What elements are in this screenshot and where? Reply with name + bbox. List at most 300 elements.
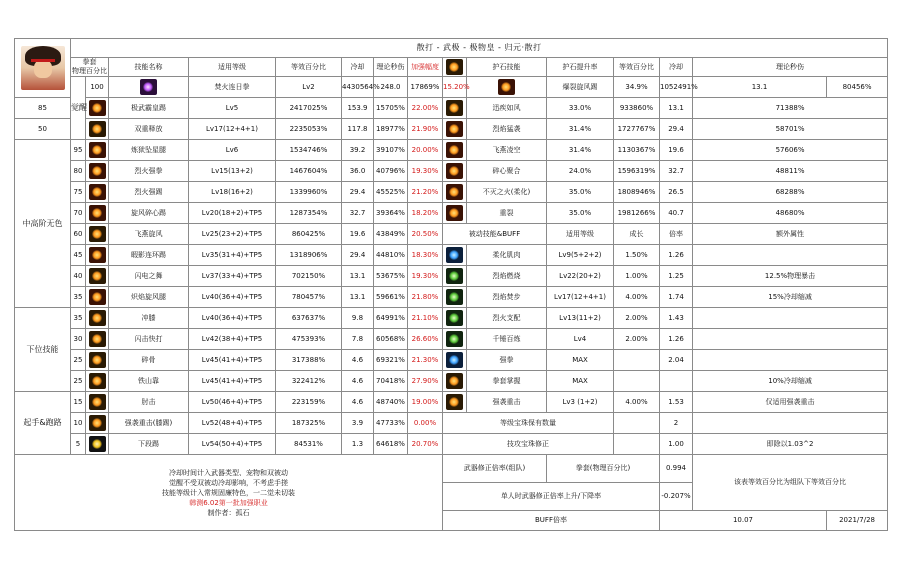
note-line: 韩测6.02第一批加强职业	[189, 498, 268, 507]
skill-ratio: 25	[71, 371, 86, 392]
stone-cd: 32.7	[660, 161, 693, 182]
skill-level: Lv50(46+4)+TP5	[189, 392, 276, 413]
skill-row	[15, 161, 888, 182]
passive-skill-icon-cell	[443, 350, 467, 371]
skill-theory-dps: 15705%	[374, 98, 408, 119]
stone-gain: 35.0%	[547, 203, 614, 224]
skill-name: 焚火连日拳	[189, 77, 276, 98]
skill-icon-cell	[86, 413, 109, 434]
skill-cd: 36.0	[342, 161, 374, 182]
skill-row	[15, 434, 888, 455]
skill-bonus: 19.30%	[408, 266, 443, 287]
skill-row	[15, 203, 888, 224]
header-bonus: 加强幅度	[408, 58, 443, 77]
passive-level: Lv3 (1+2)	[547, 392, 614, 413]
single-fix-value: -0.207%	[660, 483, 693, 511]
stone-skill-icon-cell	[443, 119, 467, 140]
skill-name: 极武霸皇踢	[109, 98, 189, 119]
skill-icon	[89, 436, 106, 452]
passive-header-rate: 倍率	[660, 224, 693, 245]
stone-skill-icon-cell	[443, 161, 467, 182]
skill-ratio: 50	[15, 119, 71, 140]
skill-equiv: 475393%	[276, 329, 342, 350]
passive-rate: 1.43	[660, 308, 693, 329]
skill-level: Lv45(41+4)+TP5	[189, 371, 276, 392]
skill-name: 下段踢	[109, 434, 189, 455]
skill-icon-cell	[86, 371, 109, 392]
skill-row	[15, 140, 888, 161]
skill-row	[15, 119, 888, 140]
skill-level: Lv40(36+4)+TP5	[189, 287, 276, 308]
skill-theory-dps: 64618%	[374, 434, 408, 455]
skill-theory-dps: 70418%	[374, 371, 408, 392]
stone-theory: 68288%	[693, 182, 888, 203]
skill-cd: 29.4	[342, 182, 374, 203]
skill-ratio: 10	[71, 413, 86, 434]
skill-level: Lv2	[276, 77, 342, 98]
stone-cd: 29.4	[660, 119, 693, 140]
skill-level: Lv35(31+4)+TP5	[189, 245, 276, 266]
skill-equiv: 2235053%	[276, 119, 342, 140]
skill-bonus: 27.90%	[408, 371, 443, 392]
header-theory-dps: 理论秒伤	[374, 58, 408, 77]
skill-ratio: 35	[71, 287, 86, 308]
skill-name: 闪电之舞	[109, 266, 189, 287]
skill-row	[15, 329, 888, 350]
skill-theory-dps: 53675%	[374, 266, 408, 287]
stone-skill-name: 飞燕凌空	[467, 140, 547, 161]
group-awakening: 觉醒	[71, 77, 86, 140]
passive-skill-icon-cell	[443, 392, 467, 413]
note-line: 冷却时间计入武器类型、宠物和双被动	[169, 468, 288, 477]
passive-skill-icon	[446, 310, 463, 326]
passive-skill-icon-cell	[443, 266, 467, 287]
stone-cd: 13.1	[660, 98, 693, 119]
skill-equiv: 702150%	[276, 266, 342, 287]
rune-icon	[446, 59, 463, 75]
skill-bonus: 21.80%	[408, 287, 443, 308]
stone-cd: 13.1	[693, 77, 827, 98]
skill-icon-cell	[86, 119, 109, 140]
skill-equiv: 860425%	[276, 224, 342, 245]
passive-header-level: 适用等级	[547, 224, 614, 245]
stone-skill-name: 重裂	[467, 203, 547, 224]
skill-row	[15, 224, 888, 245]
skill-level: Lv20(18+2)+TP5	[189, 203, 276, 224]
skill-level: Lv18(16+2)	[189, 182, 276, 203]
passive-rate: 2.04	[660, 350, 693, 371]
skill-level: Lv5	[189, 98, 276, 119]
header-stone-theory: 理论秒伤	[693, 58, 888, 77]
skill-name: 炽焰旋风腿	[109, 287, 189, 308]
passive-rate	[660, 371, 693, 392]
passive-name: 柔化肌肉	[467, 245, 547, 266]
stone-theory: 48680%	[693, 203, 888, 224]
stone-skill-icon	[446, 184, 463, 200]
stone-skill-icon	[446, 205, 463, 221]
stone-equiv: 1130367%	[614, 140, 660, 161]
stone-theory: 71388%	[693, 98, 888, 119]
passive-growth: 2.00%	[614, 329, 660, 350]
stone-skill-icon	[446, 163, 463, 179]
stone-gain: 31.4%	[547, 119, 614, 140]
group-starter: 起手&跑路	[15, 392, 71, 455]
skill-icon	[89, 289, 106, 305]
avatar-cell	[15, 39, 71, 98]
skill-icon	[89, 352, 106, 368]
stone-skill-icon-cell	[443, 182, 467, 203]
skill-icon-cell	[86, 350, 109, 371]
passive-extra	[693, 329, 888, 350]
skill-bonus: 21.90%	[408, 119, 443, 140]
skill-cd: 117.8	[342, 119, 374, 140]
stone-skill-name: 不灭之火(柔化)	[467, 182, 547, 203]
skill-bonus: 18.20%	[408, 203, 443, 224]
skill-name: 冲膝	[109, 308, 189, 329]
sheet-title: 散打 - 武极 - 极物皇 - 归元·散打	[71, 39, 888, 58]
skill-theory-dps: 69321%	[374, 350, 408, 371]
passive-name: 强袭重击	[467, 392, 547, 413]
skill-row	[15, 308, 888, 329]
skill-ratio: 30	[71, 329, 86, 350]
passive-level: Lv4	[547, 329, 614, 350]
tech-extra: 即除以1.03^2	[693, 434, 888, 455]
header-skill-name: 技能名称	[109, 58, 189, 77]
skill-bonus: 20.00%	[408, 140, 443, 161]
skill-icon	[89, 268, 106, 284]
passive-name: 拳套掌握	[467, 371, 547, 392]
skill-name: 烈火强拳	[109, 161, 189, 182]
skill-icon	[89, 121, 106, 137]
skill-icon	[140, 79, 157, 95]
header-equiv: 等效百分比	[276, 58, 342, 77]
skill-level: Lv17(12+4+1)	[189, 119, 276, 140]
skill-name: 烈火强踢	[109, 182, 189, 203]
skill-equiv: 1318906%	[276, 245, 342, 266]
skill-icon-cell	[86, 224, 109, 245]
header-stone-gain: 护石提升率	[547, 58, 614, 77]
sheet-date: 2021/7/28	[827, 511, 888, 531]
team-note: 该表等效百分比为组队下等效百分比	[693, 455, 888, 511]
skill-name: 强袭重击(膝踢)	[109, 413, 189, 434]
stone-equiv: 1727767%	[614, 119, 660, 140]
skill-icon-cell	[86, 392, 109, 413]
weapon-fix-value: 0.994	[660, 455, 693, 483]
skill-name: 闪击快打	[109, 329, 189, 350]
passive-growth	[614, 350, 660, 371]
skill-equiv: 187325%	[276, 413, 342, 434]
gem-count-label: 等级宝珠保有数量	[443, 413, 614, 434]
passive-skill-icon	[446, 289, 463, 305]
stone-gain: 31.4%	[547, 140, 614, 161]
skill-theory-dps: 47733%	[374, 413, 408, 434]
skill-equiv: 1534746%	[276, 140, 342, 161]
header-cd: 冷却	[342, 58, 374, 77]
skill-equiv: 1287354%	[276, 203, 342, 224]
stone-skill-icon-cell	[443, 140, 467, 161]
skill-bonus: 21.10%	[408, 308, 443, 329]
skill-equiv: 1467604%	[276, 161, 342, 182]
passive-name: 强拳	[467, 350, 547, 371]
passive-growth: 4.00%	[614, 392, 660, 413]
passive-skill-icon-cell	[443, 308, 467, 329]
header-level: 适用等级	[189, 58, 276, 77]
skill-icon	[89, 415, 106, 431]
stone-skill-icon-cell	[443, 98, 467, 119]
skill-bonus: 26.60%	[408, 329, 443, 350]
skill-ratio: 35	[71, 308, 86, 329]
skill-ratio: 85	[15, 98, 71, 119]
skill-theory-dps: 45525%	[374, 182, 408, 203]
skill-theory-dps: 59661%	[374, 287, 408, 308]
notes-cell	[15, 455, 443, 531]
passive-extra: 12.5%物理暴击	[693, 266, 888, 287]
skill-name: 铁山靠	[109, 371, 189, 392]
passive-skill-icon-cell	[443, 287, 467, 308]
stone-cd: 26.5	[660, 182, 693, 203]
passive-skill-icon-cell	[443, 245, 467, 266]
header-stone-icon	[443, 58, 467, 77]
group-low: 下位技能	[15, 308, 71, 392]
skill-icon-cell	[86, 182, 109, 203]
skill-row	[15, 98, 888, 119]
stone-gain: 33.0%	[547, 98, 614, 119]
skill-name: 飞燕旋风	[109, 224, 189, 245]
weapon-fix-label: 武器修正倍率(组队)	[443, 455, 547, 483]
skill-theory-dps: 48740%	[374, 392, 408, 413]
skill-icon-cell	[86, 98, 109, 119]
header-stone-equiv: 等效百分比	[614, 58, 660, 77]
passive-name: 烈火支配	[467, 308, 547, 329]
skill-name: 炼狱坠星腿	[109, 140, 189, 161]
passive-rate: 1.26	[660, 329, 693, 350]
stone-skill-icon	[498, 79, 515, 95]
passive-skill-icon	[446, 394, 463, 410]
skill-icon-cell	[86, 287, 109, 308]
skill-row	[15, 392, 888, 413]
gem-count-value: 2	[660, 413, 693, 434]
stone-skill-icon	[446, 142, 463, 158]
weapon-fix-ratio-label: 拳套(物理百分比)	[547, 455, 660, 483]
stone-gain: 35.0%	[547, 182, 614, 203]
skill-row	[15, 266, 888, 287]
stone-equiv: 1808946%	[614, 182, 660, 203]
skill-equiv: 2417025%	[276, 98, 342, 119]
skill-theory-dps: 18977%	[374, 119, 408, 140]
skill-cd: 4.6	[342, 371, 374, 392]
skill-cd: 13.1	[342, 266, 374, 287]
skill-icon-cell	[109, 77, 189, 98]
header-stone-cd: 冷却	[660, 58, 693, 77]
skill-ratio: 5	[71, 434, 86, 455]
skill-sheet	[14, 38, 887, 538]
skill-icon-cell	[86, 266, 109, 287]
skill-icon	[89, 394, 106, 410]
footer-row	[15, 455, 888, 483]
skill-bonus: 22.00%	[408, 98, 443, 119]
skill-cd: 9.8	[342, 308, 374, 329]
skill-ratio: 60	[71, 224, 86, 245]
passive-level: Lv9(5+2+2)	[547, 245, 614, 266]
stone-skill-icon	[446, 100, 463, 116]
gem-count-extra	[693, 413, 888, 434]
skill-bonus: 15.20%	[443, 77, 467, 98]
skill-level: Lv45(41+4)+TP5	[189, 350, 276, 371]
skill-bonus: 21.20%	[408, 182, 443, 203]
stone-theory: 57606%	[693, 140, 888, 161]
skill-icon-cell	[86, 161, 109, 182]
skill-table	[14, 38, 888, 531]
skill-theory-dps: 64991%	[374, 308, 408, 329]
tech-label: 技攻宝珠修正	[443, 434, 614, 455]
passive-growth: 2.00%	[614, 308, 660, 329]
stone-equiv: 933860%	[614, 98, 660, 119]
skill-cd: 7.8	[342, 329, 374, 350]
skill-name: 碎骨	[109, 350, 189, 371]
passive-extra	[693, 350, 888, 371]
skill-ratio: 80	[71, 161, 86, 182]
skill-cd: 32.7	[342, 203, 374, 224]
skill-icon	[89, 310, 106, 326]
skill-ratio: 100	[86, 77, 109, 98]
passive-rate: 1.74	[660, 287, 693, 308]
passive-rate: 1.25	[660, 266, 693, 287]
passive-name: 千锤百炼	[467, 329, 547, 350]
skill-bonus: 19.30%	[408, 161, 443, 182]
skill-icon-cell	[86, 308, 109, 329]
skill-bonus: 0.00%	[408, 413, 443, 434]
skill-icon	[89, 142, 106, 158]
passive-growth: 1.50%	[614, 245, 660, 266]
skill-equiv: 4430564%	[342, 77, 374, 98]
stone-theory: 58701%	[693, 119, 888, 140]
skill-icon-cell	[86, 245, 109, 266]
passive-name: 烈焰燃烧	[467, 266, 547, 287]
skill-name: 暇影连环踢	[109, 245, 189, 266]
skill-row	[15, 350, 888, 371]
note-line: 技能等级计入常规固廉特色，一二觉未切装	[162, 488, 295, 497]
skill-ratio: 40	[71, 266, 86, 287]
gem-count-blank	[614, 413, 660, 434]
skill-level: Lv52(48+4)+TP5	[189, 413, 276, 434]
passive-extra: 15%冷却缩减	[693, 287, 888, 308]
passive-level: MAX	[547, 371, 614, 392]
buff-value: 10.07	[660, 511, 827, 531]
passive-rate: 1.53	[660, 392, 693, 413]
skill-equiv: 317388%	[276, 350, 342, 371]
skill-bonus: 18.30%	[408, 245, 443, 266]
stone-theory: 48811%	[693, 161, 888, 182]
skill-icon-cell	[86, 203, 109, 224]
skill-level: Lv54(50+4)+TP5	[189, 434, 276, 455]
skill-theory-dps: 60568%	[374, 329, 408, 350]
stone-skill-icon-cell	[443, 203, 467, 224]
skill-cd: 4.6	[342, 350, 374, 371]
skill-ratio: 70	[71, 203, 86, 224]
skill-icon-cell	[86, 140, 109, 161]
skill-icon	[89, 205, 106, 221]
header-ratio: 拳套 物理百分比	[72, 58, 107, 75]
skill-cd: 3.9	[342, 413, 374, 434]
passive-level: Lv13(11+2)	[547, 308, 614, 329]
skill-icon	[89, 163, 106, 179]
skill-level: Lv42(38+4)+TP5	[189, 329, 276, 350]
passive-extra	[693, 308, 888, 329]
passive-header-name: 被动技能&BUFF	[443, 224, 547, 245]
character-avatar	[21, 46, 65, 90]
skill-equiv: 780457%	[276, 287, 342, 308]
skill-theory-dps: 39107%	[374, 140, 408, 161]
skill-level: Lv15(13+2)	[189, 161, 276, 182]
note-line: 觉醒不受双被动冷却影响，不考虑手搓	[169, 478, 288, 487]
stone-gain: 34.9%	[614, 77, 660, 98]
passive-header-extra: 额外属性	[693, 224, 888, 245]
passive-skill-icon	[446, 331, 463, 347]
skill-bonus: 21.30%	[408, 350, 443, 371]
skill-icon-cell	[86, 434, 109, 455]
skill-theory-dps: 39364%	[374, 203, 408, 224]
stone-skill-name: 爆裂旋风踢	[547, 77, 614, 98]
tech-blank	[614, 434, 660, 455]
passive-skill-icon	[446, 352, 463, 368]
skill-bonus: 20.50%	[408, 224, 443, 245]
stone-skill-name: 烈焰猛袭	[467, 119, 547, 140]
skill-cd: 19.6	[342, 224, 374, 245]
skill-row	[15, 182, 888, 203]
passive-growth	[614, 371, 660, 392]
skill-theory-dps: 43849%	[374, 224, 408, 245]
skill-icon	[89, 373, 106, 389]
note-line: 制作者：孤石	[207, 508, 250, 517]
passive-level: Lv17(12+4+1)	[547, 287, 614, 308]
passive-growth: 4.00%	[614, 287, 660, 308]
skill-equiv: 84531%	[276, 434, 342, 455]
skill-theory-dps: 44810%	[374, 245, 408, 266]
skill-row	[15, 77, 888, 98]
passive-header-growth: 成长	[614, 224, 660, 245]
skill-level: Lv40(36+4)+TP5	[189, 308, 276, 329]
stone-skill-name: 迅疾如风	[467, 98, 547, 119]
skill-level: Lv25(23+2)+TP5	[189, 224, 276, 245]
passive-level: MAX	[547, 350, 614, 371]
skill-equiv: 637637%	[276, 308, 342, 329]
skill-ratio: 25	[71, 350, 86, 371]
skill-icon	[89, 247, 106, 263]
skill-equiv: 223159%	[276, 392, 342, 413]
stone-cd: 19.6	[660, 140, 693, 161]
skill-ratio: 15	[71, 392, 86, 413]
skill-equiv: 322412%	[276, 371, 342, 392]
skill-bonus: 20.70%	[408, 434, 443, 455]
skill-name: 双重释放	[109, 119, 189, 140]
passive-level: Lv22(20+2)	[547, 266, 614, 287]
skill-name: 肘击	[109, 392, 189, 413]
tech-value: 1.00	[660, 434, 693, 455]
passive-rate: 1.26	[660, 245, 693, 266]
skill-level: Lv37(33+4)+TP5	[189, 266, 276, 287]
stone-equiv: 1596319%	[614, 161, 660, 182]
skill-ratio: 45	[71, 245, 86, 266]
passive-skill-icon-cell	[443, 371, 467, 392]
skill-cd: 4.6	[342, 392, 374, 413]
stone-gain: 24.0%	[547, 161, 614, 182]
skill-theory-dps: 17869%	[408, 77, 443, 98]
skill-equiv: 1339960%	[276, 182, 342, 203]
passive-extra: 仅适用强袭重击	[693, 392, 888, 413]
skill-cd: 13.1	[342, 287, 374, 308]
skill-cd: 29.4	[342, 245, 374, 266]
skill-row	[15, 413, 888, 434]
